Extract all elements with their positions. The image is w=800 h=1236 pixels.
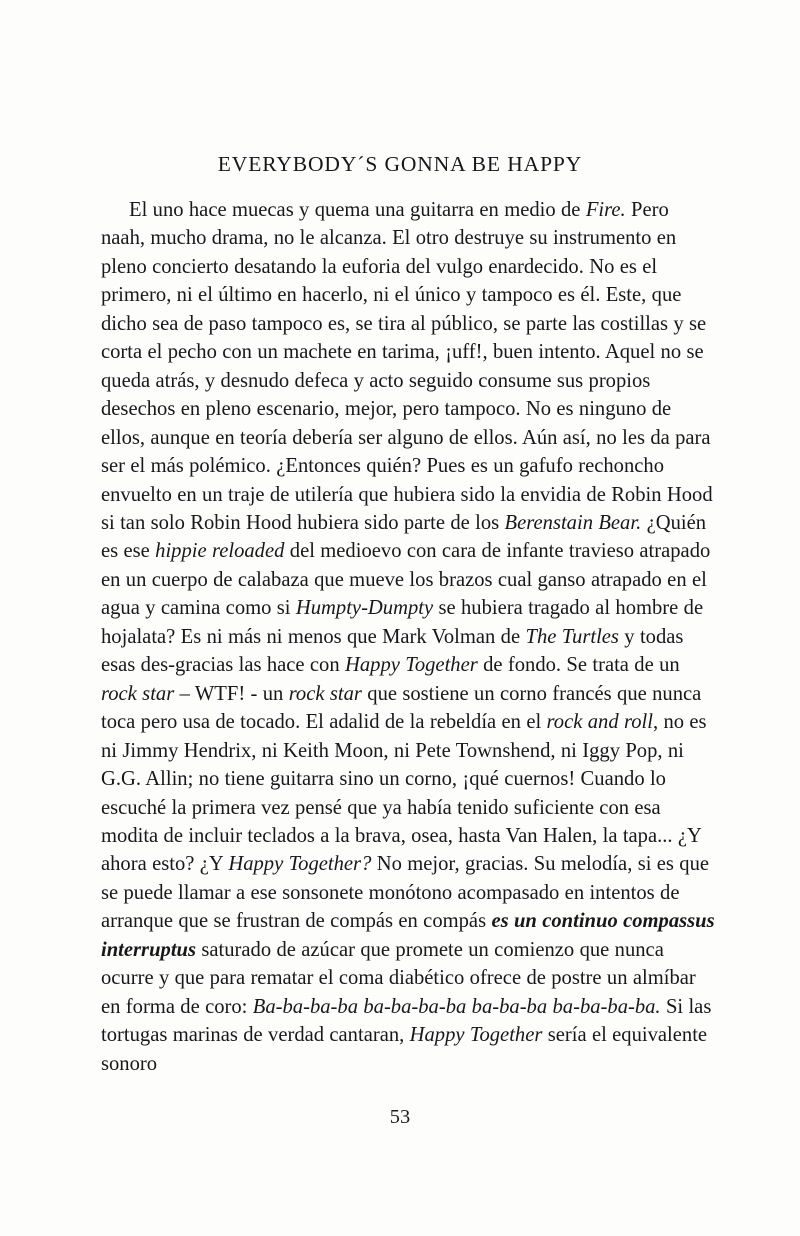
emphasis-italic: Happy Together — [345, 654, 484, 677]
emphasis-italic: Humpty-Dumpty — [295, 597, 439, 620]
body-paragraph: El uno hace muecas y quema una guitarra en medio de Fire. Pero naah, mucho drama, no le alcanza. El otro destruye su instrumento en pleno concierto desatando la euforia del vulgo enardecido. No es el primero, ni el último en hacerlo, ni el único y tampoco es él. Este, que dicho sea de paso tampoco es, se tira al público, se parte las costillas y se corta el pecho con un machete en tarima, ¡uff!, buen intento. Aquel no se queda atrás, y desnudo defeca y acto seguido consume sus propios desechos en pleno escenario, mejor, pero tampoco. No es ninguno de ellos, aunque en teoría debería ser alguno de ellos. Aún así, no les da para ser el más polémico. ¿Entonces quién? Pues es un gafufo rechoncho envuelto en un traje de utilería que hubiera sido la envidia de Robin Hood si tan solo Robin Hood hubiera sido parte de los Berenstain Bear. ¿Quién es ese hippie reloaded del medioevo con cara de infante travieso atrapado en un cuerpo de calabaza que mueve los brazos cual ganso atrapado en el agua y camina como si Humpty-Dumpty se hubiera tragado al hombre de hojalata? Es ni más ni menos que Mark Volman de The Turtles y todas esas des-gracias las hace con Happy Together de fondo. Se trata de un rock star – WTF! - un rock star que sostiene un corno francés que nunca toca pero usa de tocado. El adalid de la rebeldía en el rock and roll, no es ni Jimmy Hendrix, ni Keith Moon, ni Pete Townshend, ni Iggy Pop, ni G.G. Allin; no tiene guitarra sino un corno, ¡qué cuernos! Cuando lo escuché la primera vez pensé que ya había tenido suficiente con esa modita de incluir teclados a la brava, osea, hasta Van Halen, la tapa... ¿Y ahora esto? ¿Y Happy Together? No mejor, gracias. Su melodía, si es que se puede llamar a ese sonsonete monótono acompasado en intentos de arranque que se frustran de compás en compás es un continuo compassus interruptus saturado de azúcar que promete un comienzo que nunca ocurre y que para rematar el coma diabético ofrece de postre un almíbar en forma de coro: Ba-ba-ba-ba ba-ba-ba-ba ba-ba-ba ba-ba-ba-ba. Si las tortugas marinas de verdad cantaran, Happy Together sería el equivalente sonoro — [101, 199, 715, 1075]
emphasis-italic: Ba-ba-ba-ba ba-ba-ba-ba ba-ba-ba ba-ba-ba-ba. — [252, 995, 661, 1018]
emphasis-italic: hippie reloaded — [155, 540, 285, 563]
emphasis-italic: Fire. — [585, 199, 626, 221]
emphasis-italic: rock and roll — [546, 711, 653, 734]
page-number: 53 — [389, 1106, 411, 1128]
emphasis-italic: Berenstain Bear. — [504, 511, 642, 534]
emphasis-italic: rock star — [288, 682, 368, 705]
page-title: EVERYBODY´S GONNA BE HAPPY — [217, 152, 583, 177]
emphasis-italic: Happy Together? — [228, 853, 372, 876]
emphasis-italic: rock star — [101, 682, 175, 705]
emphasis-bold-italic: es un continuo compassus interruptus — [101, 910, 715, 961]
emphasis-italic: The Turtles — [525, 625, 619, 648]
body-text-block — [101, 196, 715, 1078]
emphasis-italic: Happy Together — [409, 1024, 548, 1047]
